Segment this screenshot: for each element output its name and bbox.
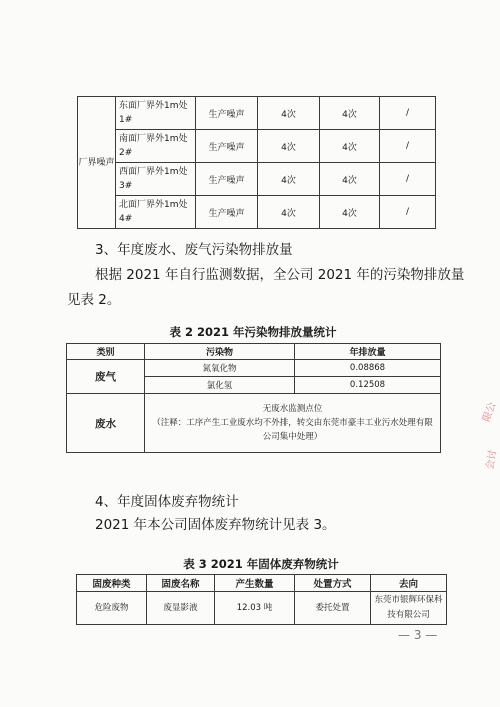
section4-heading: 4、年度固体废弃物统计: [95, 494, 239, 510]
count-cell: 4次: [320, 163, 380, 196]
waste-name-cell: 废显影液: [147, 592, 215, 625]
table-row: [78, 196, 436, 229]
noise-monitoring-table: [77, 96, 436, 229]
table-row: [78, 163, 436, 196]
count-cell: 4次: [258, 163, 320, 196]
item-cell: 生产噪声: [196, 97, 258, 130]
count-cell: 4次: [258, 130, 320, 163]
header-waste-name: 固废名称: [147, 575, 215, 592]
amount-cell: 0.08868: [295, 360, 441, 377]
location-cell: 东面厂界外1m处1#: [116, 97, 196, 130]
count-cell: 4次: [320, 97, 380, 130]
na-cell: /: [380, 196, 436, 229]
gas-category-cell: 废气: [67, 360, 145, 394]
header-annual-emission: 年排放量: [295, 344, 441, 360]
count-cell: 4次: [258, 196, 320, 229]
table-row: [67, 360, 441, 377]
table-row: [67, 394, 441, 453]
item-cell: 生产噪声: [196, 163, 258, 196]
table-row: [77, 592, 447, 625]
water-category-cell: 废水: [67, 394, 145, 453]
amount-cell: 0.12508: [295, 377, 441, 394]
count-cell: 4次: [258, 97, 320, 130]
header-destination: 去向: [371, 575, 447, 592]
location-cell: 西面厂界外1m处3#: [116, 163, 196, 196]
item-cell: 生产噪声: [196, 196, 258, 229]
stamp-fragment: 会讨: [484, 449, 500, 471]
quantity-cell: 12.03 吨: [215, 592, 295, 625]
na-cell: /: [380, 163, 436, 196]
table-header-row: [67, 344, 441, 360]
disposal-method-cell: 委托处置: [295, 592, 371, 625]
count-cell: 4次: [320, 196, 380, 229]
section4-body: 2021 年本公司固体废弃物统计见表 3。: [95, 517, 336, 533]
pollutant-emission-table: [66, 343, 441, 453]
location-cell: 南面厂界外1m处2#: [116, 130, 196, 163]
table2-caption: 表 2 2021 年污染物排放量统计: [169, 325, 337, 339]
table-row: [78, 130, 436, 163]
section3-heading: 3、年度废水、废气污染物排放量: [95, 242, 293, 258]
stamp-fragment: 限公: [481, 400, 499, 424]
pollutant-cell: 氯化氢: [145, 377, 295, 394]
header-category: 类别: [67, 344, 145, 360]
section3-body-line2: 见表 2。: [67, 292, 121, 308]
header-disposal-method: 处置方式: [295, 575, 371, 592]
location-cell: 北面厂界外1m处4#: [116, 196, 196, 229]
destination-cell: 东莞市银辉环保科技有限公司: [371, 592, 447, 625]
pollutant-cell: 氮氧化物: [145, 360, 295, 377]
table-row: [78, 97, 436, 130]
section3-body-line1: 根据 2021 年自行监测数据，全公司 2021 年的污染物排放量: [95, 267, 465, 283]
na-cell: /: [380, 130, 436, 163]
water-note-cell: 无废水监测点位 （注释：工序产生工业废水均不外排，转交由东莞市豪丰工业污水处理有限公司集中处理）: [145, 394, 441, 453]
header-waste-type: 固废种类: [77, 575, 147, 592]
na-cell: /: [380, 97, 436, 130]
table3-caption: 表 3 2021 年固体废弃物统计: [183, 557, 339, 571]
solid-waste-table: [76, 574, 447, 625]
header-pollutant: 污染物: [145, 344, 295, 360]
table-header-row: [77, 575, 447, 592]
page-number: — 3 —: [398, 628, 438, 642]
waste-type-cell: 危险废物: [77, 592, 147, 625]
count-cell: 4次: [320, 130, 380, 163]
noise-category-cell: 厂界噪声: [78, 97, 116, 229]
item-cell: 生产噪声: [196, 130, 258, 163]
header-quantity: 产生数量: [215, 575, 295, 592]
